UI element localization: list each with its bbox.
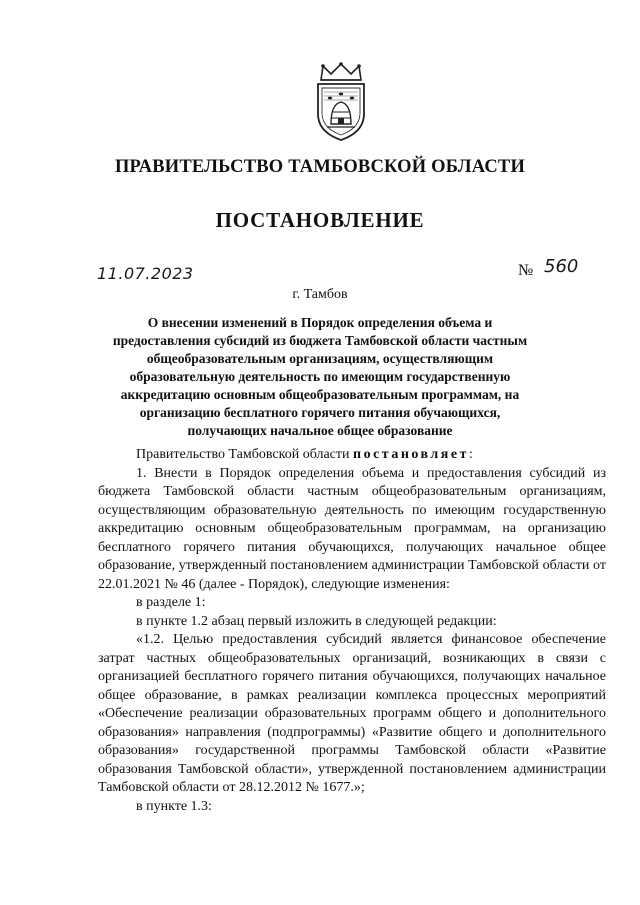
city-name: г. Тамбов xyxy=(292,287,348,302)
document-date-handwritten: 11.07.2023 xyxy=(97,264,194,283)
coat-of-arms-icon xyxy=(313,62,369,142)
document-heading: О внесении изменений в Порядок определения объема и предоставления субсидий из бюджета Тамбовской области частным общеобразовательным организациям, осуществляющим образовательную деятельность по имеющим государственную аккредитацию основным общеобразовательным программам, на организацию бесплатного горячего питания обучающихся, получающих начальное общее образование xyxy=(112,315,528,438)
intro-resolves: постановляет xyxy=(353,447,469,462)
body-paragraph: в разделе 1: xyxy=(136,595,206,610)
document-type-title: ПОСТАНОВЛЕНИЕ xyxy=(215,208,425,232)
document-number-label: № xyxy=(518,262,534,279)
document-body xyxy=(98,446,606,816)
body-paragraph: в пункте 1.3: xyxy=(136,798,212,814)
body-paragraph: 1. Внести в Порядок определения объема и предоставления субсидий из бюджета Тамбовской области частным общеобразовательным организациям, осуществляющим образовательную деятельность по имеющим государственную аккредитацию основным общеобразовательным программам, на организацию бесплатного горячего питания обучающихся, получающих начальное общее образование, утвержденный постановлением администрации Тамбовской области от 22.01.2021 № 46 (далее - Порядок), следующие изменения: xyxy=(98,465,606,592)
body-paragraph: «1.2. Целью предоставления субсидий является финансовое обеспечение затрат частных общеобразовательных организаций, возникающих в связи с организацией бесплатного горячего питания обучающихся, получающих начальное общее образование, в рамках реализации комплекса процессных мероприятий «Обеспечение реализации образовательных программ общего и дополнительного образования» направления (подпрограммы) «Развитие общего и дополнительного образования» государственной программы Тамбовской области «Развитие образования Тамбовской области», утвержденной постановлением администрации Тамбовской области от 28.12.2012 № 1677.»; xyxy=(98,632,606,795)
intro-prefix: Правительство Тамбовской области xyxy=(136,447,353,462)
organization-title: ПРАВИТЕЛЬСТВО ТАМБОВСКОЙ ОБЛАСТИ xyxy=(114,157,526,177)
body-paragraph: в пункте 1.2 абзац первый изложить в следующей редакции: xyxy=(136,613,497,629)
document-number-handwritten: 560 xyxy=(544,256,579,277)
intro-paragraph xyxy=(98,446,606,465)
intro-suffix: : xyxy=(468,447,473,462)
